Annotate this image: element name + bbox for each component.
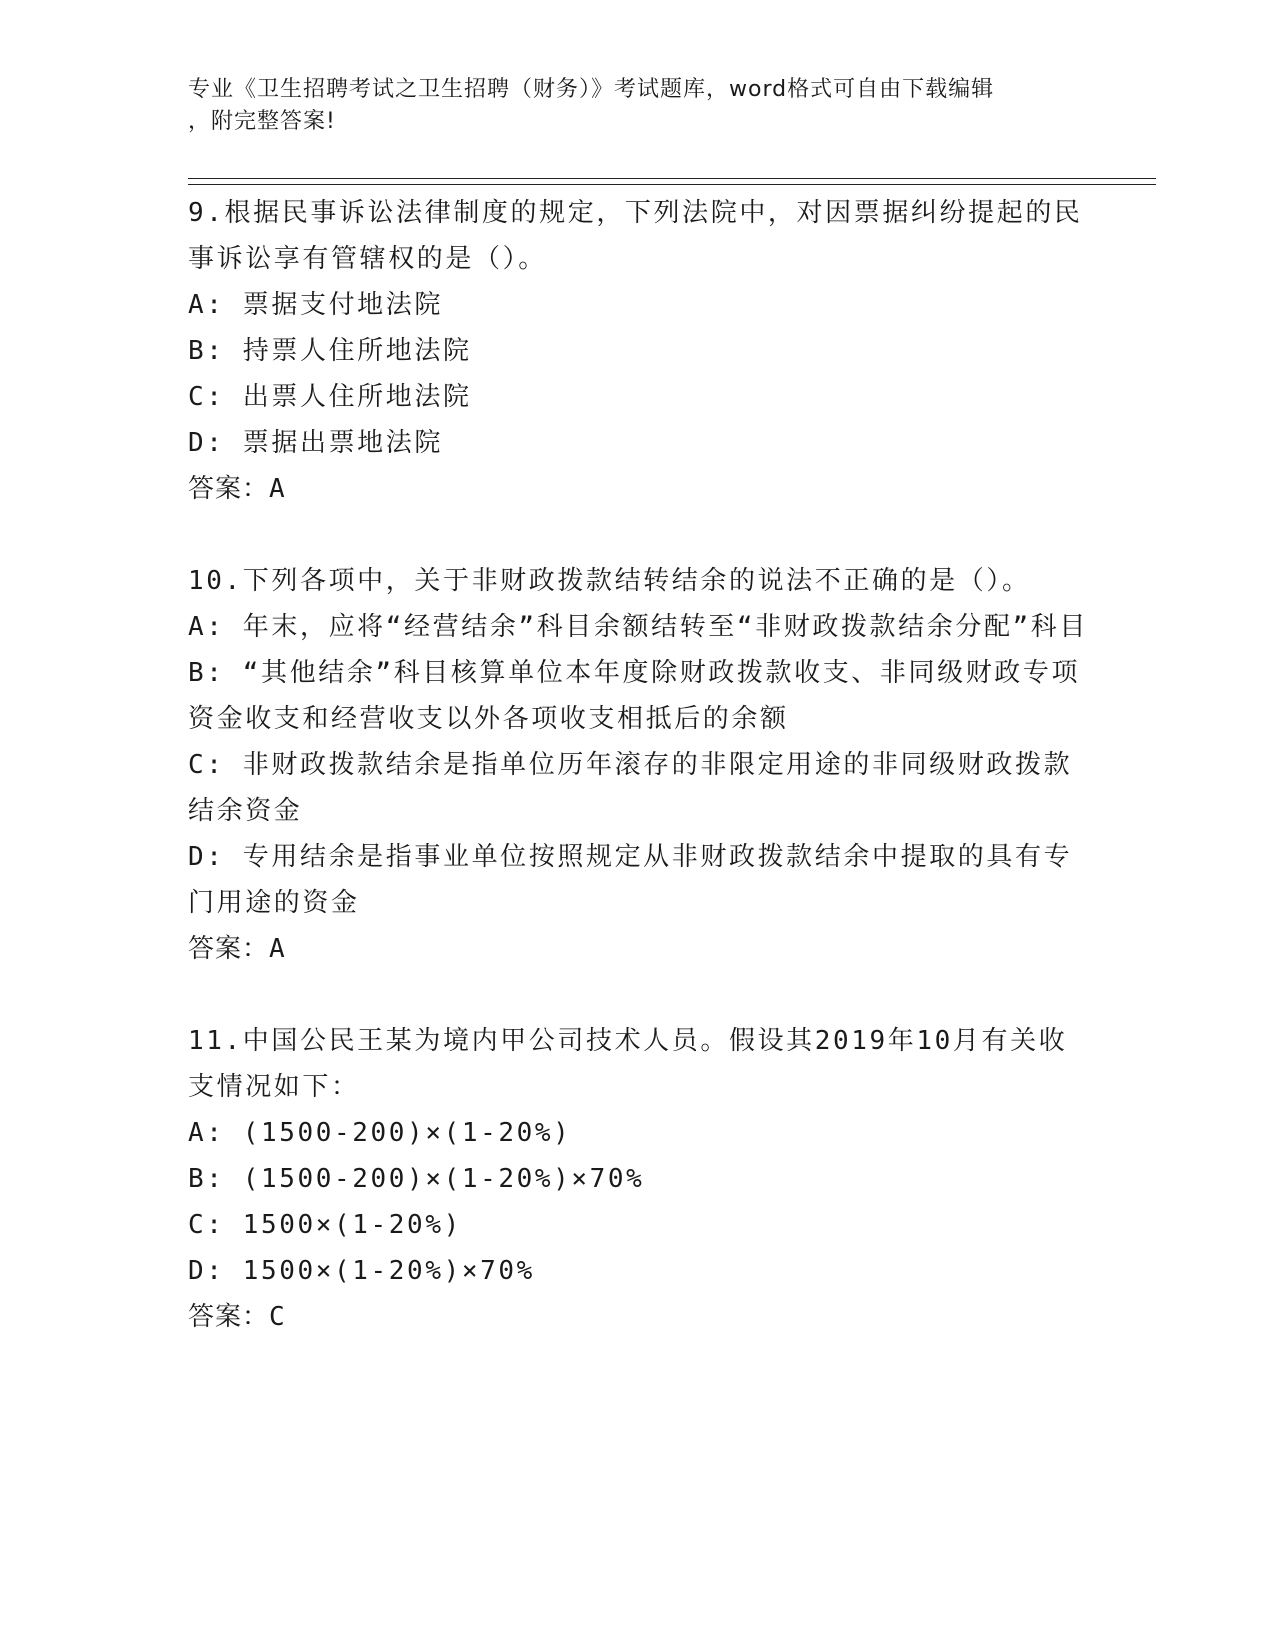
answer-line	[188, 926, 1088, 972]
question-number: 9.	[188, 198, 225, 228]
answer-line	[188, 466, 1088, 512]
option-label: C:	[188, 382, 225, 412]
option-d	[188, 420, 1088, 466]
option-text: 1500×(1-20%)	[242, 1210, 462, 1240]
option-text: 非财政拨款结余是指单位历年滚存的非限定用途的非同级财政拨款结余资金	[188, 750, 1073, 826]
question-text: 根据民事诉讼法律制度的规定，下列法院中，对因票据纠纷提起的民事诉讼享有管辖权的是（）。	[188, 198, 1083, 274]
question-text: 中国公民王某为境内甲公司技术人员。假设其2019年10月有关收支情况如下：	[188, 1026, 1068, 1102]
option-text: “其他结余”科目核算单位本年度除财政拨款收支、非同级财政专项资金收支和经营收支以外各项收支相抵后的余额	[188, 658, 1081, 734]
option-b	[188, 650, 1088, 742]
question-text: 下列各项中，关于非财政拨款结转结余的说法不正确的是（）。	[242, 566, 1031, 596]
header-line-1: 专业《卫生招聘考试之卫生招聘（财务）》考试题库，word格式可自由下载编辑	[188, 77, 995, 102]
question-stem	[188, 558, 1088, 604]
answer-label: 答案：	[188, 474, 270, 504]
option-d	[188, 834, 1088, 926]
option-text: 票据出票地法院	[242, 428, 443, 458]
option-c	[188, 1202, 1088, 1248]
question-list	[188, 190, 1088, 1340]
question-9	[188, 190, 1088, 512]
option-label: C:	[188, 1210, 225, 1240]
header-divider-top	[188, 178, 1156, 179]
option-b	[188, 328, 1088, 374]
question-11	[188, 1018, 1088, 1340]
answer-value: C	[269, 1302, 286, 1332]
option-text: 1500×(1-20%)×70%	[242, 1256, 535, 1286]
question-number: 10.	[188, 566, 243, 596]
option-label: A:	[188, 612, 225, 642]
option-label: B:	[188, 1164, 225, 1194]
option-text: (1500-200)×(1-20%)	[242, 1118, 572, 1148]
option-a	[188, 282, 1088, 328]
option-label: D:	[188, 1256, 225, 1286]
option-a	[188, 1110, 1088, 1156]
option-b	[188, 1156, 1088, 1202]
option-label: A:	[188, 1118, 225, 1148]
option-label: D:	[188, 842, 225, 872]
option-label: B:	[188, 658, 225, 688]
question-10	[188, 558, 1088, 972]
answer-line	[188, 1294, 1088, 1340]
answer-label: 答案：	[188, 1302, 270, 1332]
question-stem	[188, 190, 1088, 282]
option-c	[188, 742, 1088, 834]
option-text: 年末，应将“经营结余”科目余额结转至“非财政拨款结余分配”科目	[242, 612, 1088, 642]
answer-label: 答案：	[188, 934, 270, 964]
answer-value: A	[269, 474, 286, 504]
document-header	[188, 74, 1088, 138]
option-label: A:	[188, 290, 225, 320]
option-text: 票据支付地法院	[242, 290, 443, 320]
option-label: B:	[188, 336, 225, 366]
option-text: (1500-200)×(1-20%)×70%	[242, 1164, 645, 1194]
header-line-2: ，附完整答案!	[188, 109, 336, 134]
option-c	[188, 374, 1088, 420]
option-text: 出票人住所地法院	[242, 382, 472, 412]
option-label: C:	[188, 750, 225, 780]
option-label: D:	[188, 428, 225, 458]
header-divider-bottom	[188, 184, 1156, 185]
question-number: 11.	[188, 1026, 243, 1056]
answer-value: A	[269, 934, 286, 964]
option-a	[188, 604, 1088, 650]
option-text: 专用结余是指事业单位按照规定从非财政拨款结余中提取的具有专门用途的资金	[188, 842, 1073, 918]
question-stem	[188, 1018, 1088, 1110]
option-d	[188, 1248, 1088, 1294]
option-text: 持票人住所地法院	[242, 336, 472, 366]
